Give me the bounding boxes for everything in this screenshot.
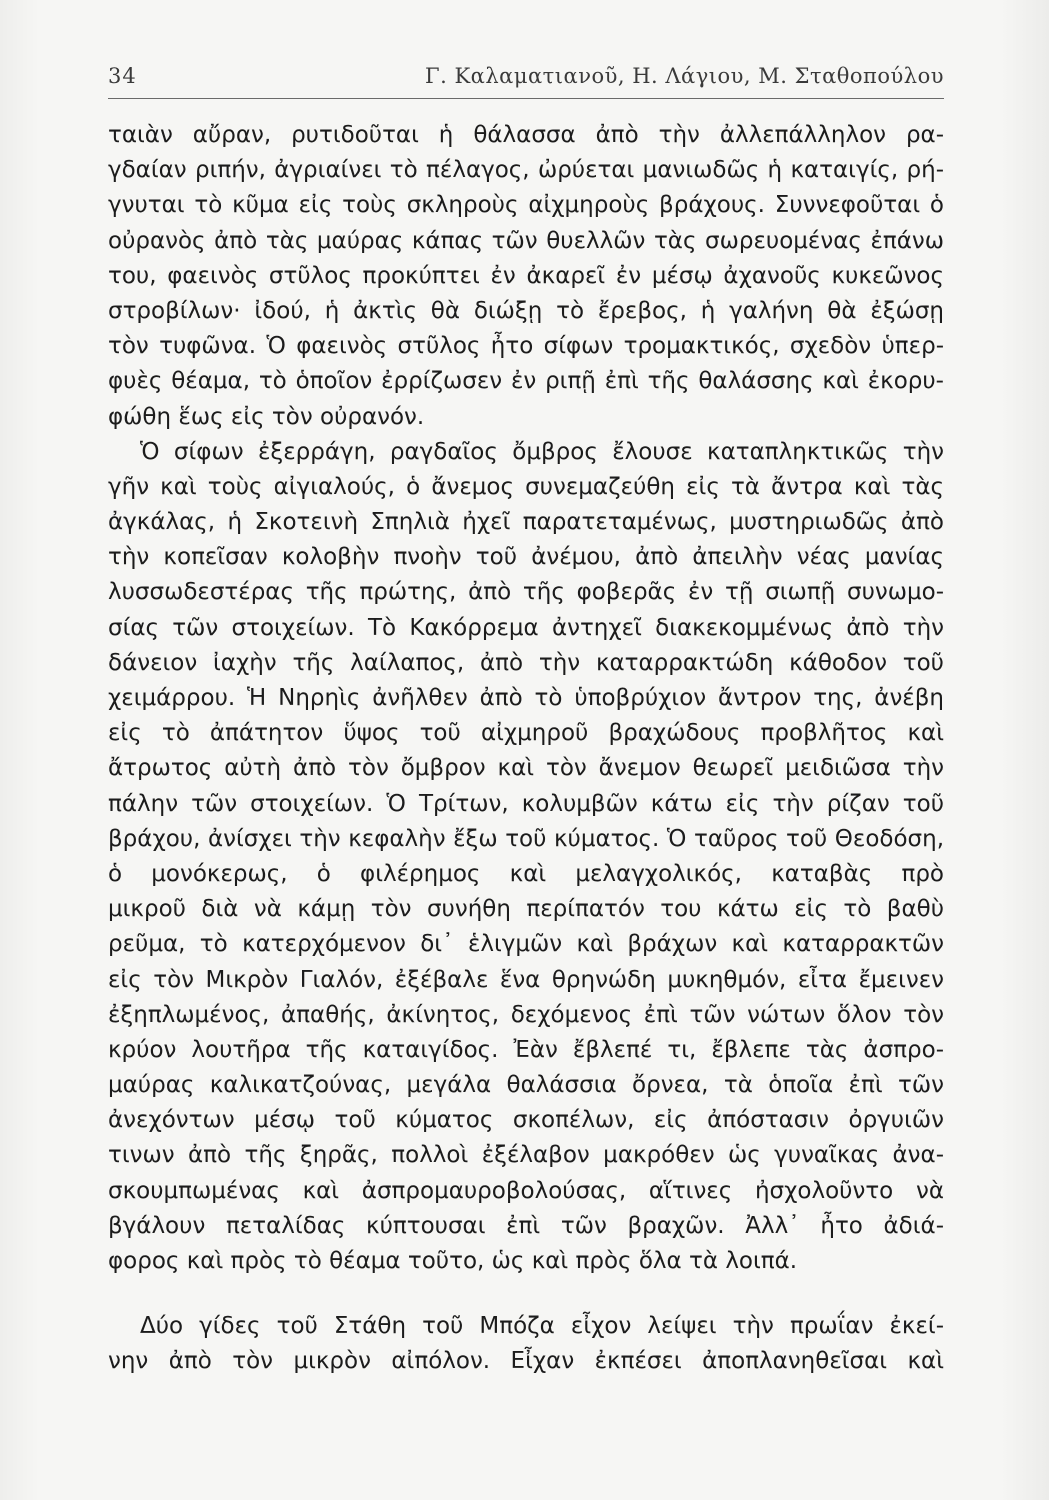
text-line: χειμάρρου. Ἡ Νηρηὶς ἀνῆλθεν ἀπὸ τὸ ὑποβρύχιον ἄντρον της, ἀνέβη — [108, 685, 944, 711]
text-line: του, φαεινὸς στῦλος προκύπτει ἐν ἀκαρεῖ ἐν μέσῳ ἀχανοῦς κυκεῶνος — [108, 262, 944, 289]
text-line: βράχου, ἀνίσχει τὴν κεφαλὴν ἔξω τοῦ κύματος. Ὁ ταῦρος τοῦ Θεοδόση, — [108, 825, 944, 852]
text-line: νην ἀπὸ τὸν μικρὸν αἰπόλον. Εἶχαν ἐκπέσει ἀποπλανηθεῖσαι καὶ — [108, 1348, 944, 1375]
text-line: λυσσωδεστέρας τῆς πρώτης, ἀπὸ τῆς φοβερᾶς ἐν τῇ σιωπῇ συνωμο- — [108, 579, 944, 606]
text-line: φορος καὶ πρὸς τὸ θέαμα τοῦτο, ὡς καὶ πρὸς ὅλα τὰ λοιπά. — [108, 1248, 798, 1274]
text-line: σίας τῶν στοιχείων. Τὸ Κακόρρεμα ἀντηχεῖ διακεκομμένως ἀπὸ τὴν — [108, 614, 944, 641]
text-line: κρύον λουτῆρα τῆς καταιγίδος. Ἐὰν ἔβλεπέ τι, ἔβλεπε τὰς ἀσπρο- — [108, 1036, 944, 1063]
page-header — [108, 64, 944, 100]
text-line: μικροῦ διὰ νὰ κάμῃ τὸν συνήθη περίπατόν του κάτω εἰς τὸ βαθὺ — [108, 896, 944, 923]
paragraph-2 — [108, 435, 944, 1280]
text-line: φυὲς θέαμα, τὸ ὁποῖον ἐρρίζωσεν ἐν ριπῇ ἐπὶ τῆς θαλάσσης καὶ ἐκορυ- — [108, 368, 944, 395]
text-line: φώθη ἕως εἰς τὸν οὐρανόν. — [108, 403, 425, 430]
text-line: σκουμπωμένας καὶ ἀσπρομαυροβολούσας, αἵτινες ἠσχολοῦντο νὰ — [108, 1177, 944, 1204]
text-line: οὐρανὸς ἀπὸ τὰς μαύρας κάπας τῶν θυελλῶν τὰς σωρευομένας ἐπάνω — [108, 227, 944, 254]
paragraph-gap — [108, 1279, 944, 1309]
page-number: 34 — [108, 64, 137, 88]
running-head: Γ. Καλαματιανοῦ, Η. Λάγιου, Μ. Σταθοπούλου — [425, 64, 944, 88]
text-line: στροβίλων· ἰδού, ἡ ἀκτὶς θὰ διώξῃ τὸ ἔρεβος, ἡ γαλήνη θὰ ἐξώσῃ — [108, 297, 944, 324]
text-line: εἰς τὸν Μικρὸν Γιαλόν, ἐξέβαλε ἕνα θρηνώδη μυκηθμόν, εἶτα ἔμεινεν — [108, 966, 944, 993]
text-line: γῆν καὶ τοὺς αἰγιαλούς, ὁ ἄνεμος συνεμαζεύθη εἰς τὰ ἄντρα καὶ τὰς — [108, 473, 944, 500]
text-line: γνυται τὸ κῦμα εἰς τοὺς σκληροὺς αἰχμηροὺς βράχους. Συννεφοῦται ὁ — [108, 192, 944, 219]
text-line: δάνειον ἰαχὴν τῆς λαίλαπος, ἀπὸ τὴν καταρρακτώδη κάθοδον τοῦ — [108, 649, 944, 676]
paragraph-1 — [108, 118, 944, 435]
text-line: Δύο γίδες τοῦ Στάθη τοῦ Μπόζα εἶχον λείψει τὴν πρωΐαν ἐκεί- — [140, 1313, 944, 1340]
body-text — [108, 118, 944, 1380]
text-line: τὴν κοπεῖσαν κολοβὴν πνοὴν τοῦ ἀνέμου, ἀπὸ ἀπειλὴν νέας μανίας — [108, 544, 944, 571]
text-line: μαύρας καλικατζούνας, μεγάλα θαλάσσια ὄρνεα, τὰ ὁποῖα ἐπὶ τῶν — [108, 1072, 944, 1099]
text-line: πάλην τῶν στοιχείων. Ὁ Τρίτων, κολυμβῶν κάτω εἰς τὴν ρίζαν τοῦ — [108, 790, 944, 817]
text-line: ἀνεχόντων μέσῳ τοῦ κύματος σκοπέλων, εἰς ἀπόστασιν ὀργυιῶν — [108, 1107, 944, 1134]
text-line: ἐξηπλωμένος, ἀπαθής, ἀκίνητος, δεχόμενος ἐπὶ τῶν νώτων ὅλον τὸν — [108, 1001, 944, 1028]
header-rule — [108, 98, 944, 99]
text-line: ἀγκάλας, ἡ Σκοτεινὴ Σπηλιὰ ἠχεῖ παρατεταμένως, μυστηριωδῶς ἀπὸ — [108, 509, 944, 536]
text-line: τινων ἀπὸ τῆς ξηρᾶς, πολλοὶ ἐξέλαβον μακρόθεν ὡς γυναῖκας ἀνα- — [108, 1142, 944, 1169]
text-line: γδαίαν ριπήν, ἀγριαίνει τὸ πέλαγος, ὠρύεται μανιωδῶς ἡ καταιγίς, ρή- — [108, 157, 944, 184]
paragraph-3 — [108, 1309, 944, 1379]
text-line: ταιὰν αὔραν, ρυτιδοῦται ἡ θάλασσα ἀπὸ τὴν ἀλλεπάλληλον ρα- — [108, 122, 944, 148]
text-line: Ὁ σίφων ἐξερράγη, ραγδαῖος ὄμβρος ἔλουσε καταπληκτικῶς τὴν — [140, 438, 944, 465]
text-line: ἄτρωτος αὐτὴ ἀπὸ τὸν ὄμβρον καὶ τὸν ἄνεμον θεωρεῖ μειδιῶσα τὴν — [108, 755, 944, 782]
text-line: ρεῦμα, τὸ κατερχόμενον δι᾽ ἑλιγμῶν καὶ βράχων καὶ καταρρακτῶν — [108, 931, 944, 958]
text-line: βγάλουν πεταλίδας κύπτουσαι ἐπὶ τῶν βραχῶν. Ἀλλ᾽ ἦτο ἀδιά- — [108, 1212, 944, 1239]
text-line: ὁ μονόκερως, ὁ φιλέρημος καὶ μελαγχολικός, καταβὰς πρὸ — [108, 860, 944, 887]
text-line: εἰς τὸ ἀπάτητον ὕψος τοῦ αἰχμηροῦ βραχώδους προβλῆτος καὶ — [108, 720, 944, 747]
text-line: τὸν τυφῶνα. Ὁ φαεινὸς στῦλος ἦτο σίφων τρομακτικός, σχεδὸν ὑπερ- — [108, 333, 944, 360]
